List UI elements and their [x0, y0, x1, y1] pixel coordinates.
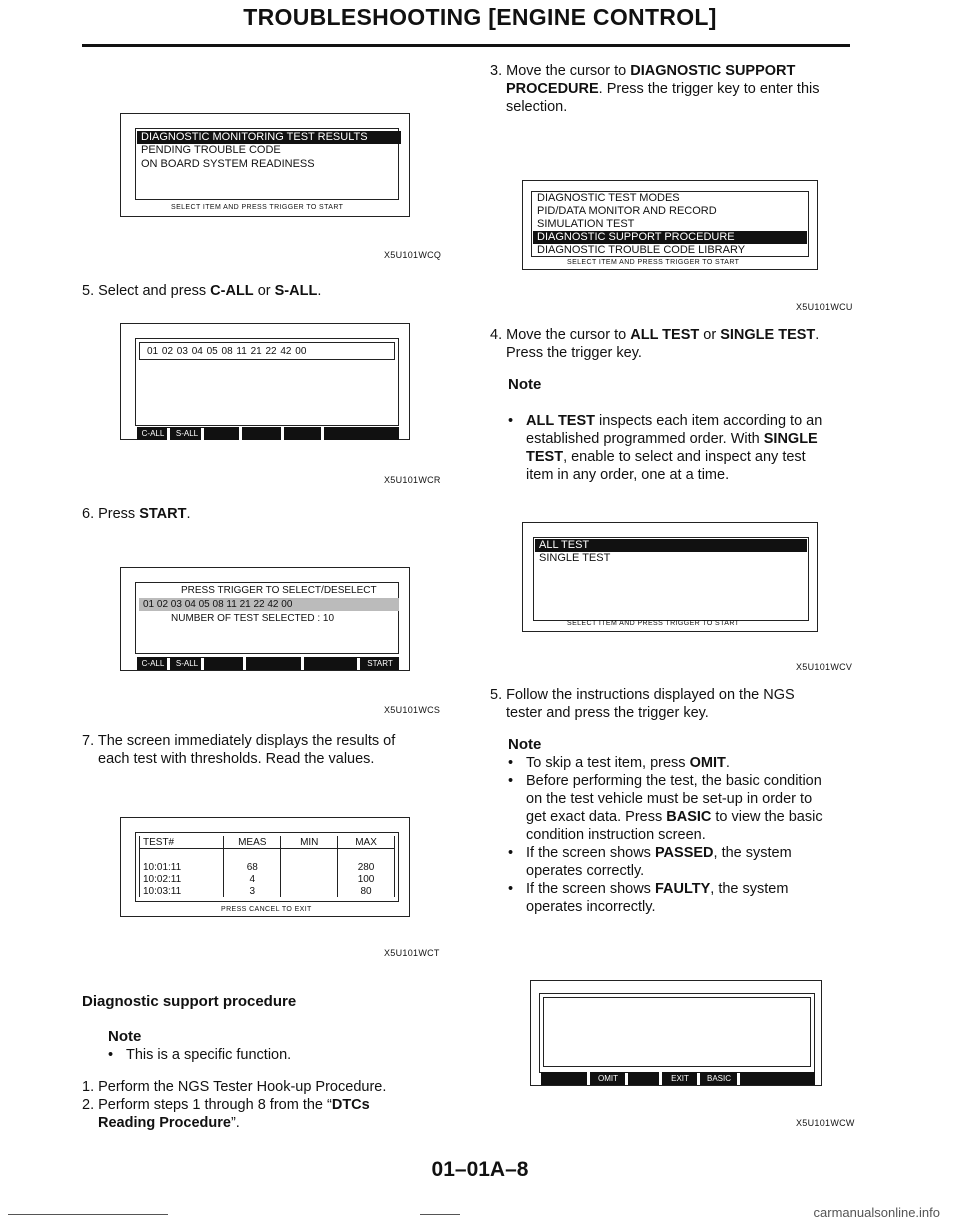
trigger-instruction: PRESS TRIGGER TO SELECT/DESELECT	[181, 585, 377, 596]
figure-code: X5U101WCR	[384, 475, 441, 485]
screen-test-controls	[530, 980, 822, 1086]
menu-item-test-modes[interactable]: DIAGNOSTIC TEST MODES	[537, 192, 680, 204]
scan-artifact-line	[8, 1214, 168, 1215]
section-heading: Diagnostic support procedure	[82, 993, 297, 1010]
screen-test-results	[120, 817, 410, 917]
s-all-key[interactable]: S-ALL	[173, 428, 204, 440]
screen-select-codes	[120, 323, 410, 440]
screen-footer-hint: SELECT ITEM AND PRESS TRIGGER TO START	[567, 259, 740, 266]
note-item: • This is a specific function.	[108, 1046, 960, 1064]
step-7-left: 7. The screen immediately displays the results of each test with thresholds. Read the values.	[82, 733, 396, 767]
figure-code: X5U101WCV	[796, 662, 853, 672]
screen-diagnostic-modes	[522, 180, 818, 270]
col-header-meas: MEAS	[224, 836, 281, 849]
test-code-list: 01 02 03 04 05 08 11 21 22 42 00	[147, 346, 307, 357]
note-item: • If the screen shows PASSED, the system operates correctly.	[508, 844, 853, 880]
table-row: 10:01:11 68 280	[140, 861, 395, 873]
exit-key[interactable]: EXIT	[663, 1073, 700, 1085]
figure-code: X5U101WCU	[796, 302, 853, 312]
note-item: • ALL TEST inspects each item according to an established programmed order. With SINGLE TEST, enable to select and inspect any test item in any order, one at a time.	[508, 412, 866, 484]
col-header-test: TEST#	[140, 836, 224, 849]
col-header-max: MAX	[338, 836, 395, 849]
figure-code: X5U101WCT	[384, 948, 440, 958]
menu-item-code-library[interactable]: DIAGNOSTIC TROUBLE CODE LIBRARY	[537, 244, 746, 256]
menu-item-obd-readiness[interactable]: ON BOARD SYSTEM READINESS	[141, 158, 315, 170]
c-all-key[interactable]: C-ALL	[139, 658, 170, 670]
screen-footer-hint: SELECT ITEM AND PRESS TRIGGER TO START	[567, 620, 740, 627]
table-row: 10:02:11 4 100	[140, 873, 395, 885]
note-list	[508, 754, 853, 916]
basic-key[interactable]: BASIC	[701, 1073, 740, 1085]
step-1-left: 1. Perform the NGS Tester Hook-up Procedure.	[82, 1079, 387, 1095]
screen-footer-hint: PRESS CANCEL TO EXIT	[221, 906, 312, 913]
step-3-right: 3. Move the cursor to DIAGNOSTIC SUPPORT PROCEDURE. Press the trigger key to enter this selection.	[490, 63, 820, 115]
screen-footer-hint: SELECT ITEM AND PRESS TRIGGER TO START	[171, 204, 344, 211]
step-5-right: 5. Follow the instructions displayed on the NGS tester and press the trigger key.	[490, 687, 795, 721]
menu-item-single-test[interactable]: SINGLE TEST	[539, 552, 611, 564]
menu-item-support-procedure[interactable]: DIAGNOSTIC SUPPORT PROCEDURE	[533, 231, 807, 244]
screen-monitoring-results	[120, 113, 410, 217]
note-heading: Note	[508, 376, 542, 393]
screen-test-select	[522, 522, 818, 632]
menu-item-pid-monitor[interactable]: PID/DATA MONITOR AND RECORD	[537, 205, 717, 217]
scan-artifact-line	[420, 1214, 460, 1215]
screen-trigger-select	[120, 567, 410, 671]
step-4-right: 4. Move the cursor to ALL TEST or SINGLE TEST. Press the trigger key.	[490, 327, 820, 361]
menu-item-pending-code[interactable]: PENDING TROUBLE CODE	[141, 144, 281, 156]
note-item: • Before performing the test, the basic condition on the test vehicle must be set-up in order to get exact data. Press BASIC to view the basic condition instruction screen.	[508, 772, 853, 844]
figure-code: X5U101WCS	[384, 705, 441, 715]
step-5-left: 5. Select and press C-ALL or S-ALL.	[82, 283, 322, 299]
menu-item-monitoring-results[interactable]: DIAGNOSTIC MONITORING TEST RESULTS	[137, 131, 401, 144]
s-all-key[interactable]: S-ALL	[173, 658, 204, 670]
menu-item-all-test[interactable]: ALL TEST	[535, 539, 807, 552]
watermark: carmanualsonline.info	[813, 1205, 940, 1220]
number-selected: NUMBER OF TEST SELECTED : 10	[171, 613, 335, 624]
table-row: 10:03:11 3 80	[140, 885, 395, 897]
start-key[interactable]: START	[357, 658, 400, 670]
col-header-min: MIN	[281, 836, 338, 849]
step-6-left: 6. Press START.	[82, 506, 191, 522]
note-heading: Note	[508, 736, 542, 753]
results-table	[139, 836, 395, 897]
header-rule	[82, 44, 850, 47]
figure-code: X5U101WCQ	[384, 250, 442, 260]
figure-code: X5U101WCW	[796, 1118, 855, 1128]
omit-key[interactable]: OMIT	[591, 1073, 628, 1085]
note-item: • If the screen shows FAULTY, the system operates incorrectly.	[508, 880, 853, 916]
page-number: 01–01A–8	[431, 1158, 529, 1181]
step-2-left: 2. Perform steps 1 through 8 from the “DTCs Reading Procedure”.	[82, 1097, 370, 1131]
menu-item-simulation[interactable]: SIMULATION TEST	[537, 218, 635, 230]
selected-code-list: 01 02 03 04 05 08 11 21 22 42 00	[139, 598, 399, 611]
note-item: • To skip a test item, press OMIT.	[508, 754, 853, 772]
c-all-key[interactable]: C-ALL	[139, 428, 170, 440]
note-heading: Note	[108, 1028, 142, 1045]
page-header-title: TROUBLESHOOTING [ENGINE CONTROL]	[243, 4, 717, 30]
